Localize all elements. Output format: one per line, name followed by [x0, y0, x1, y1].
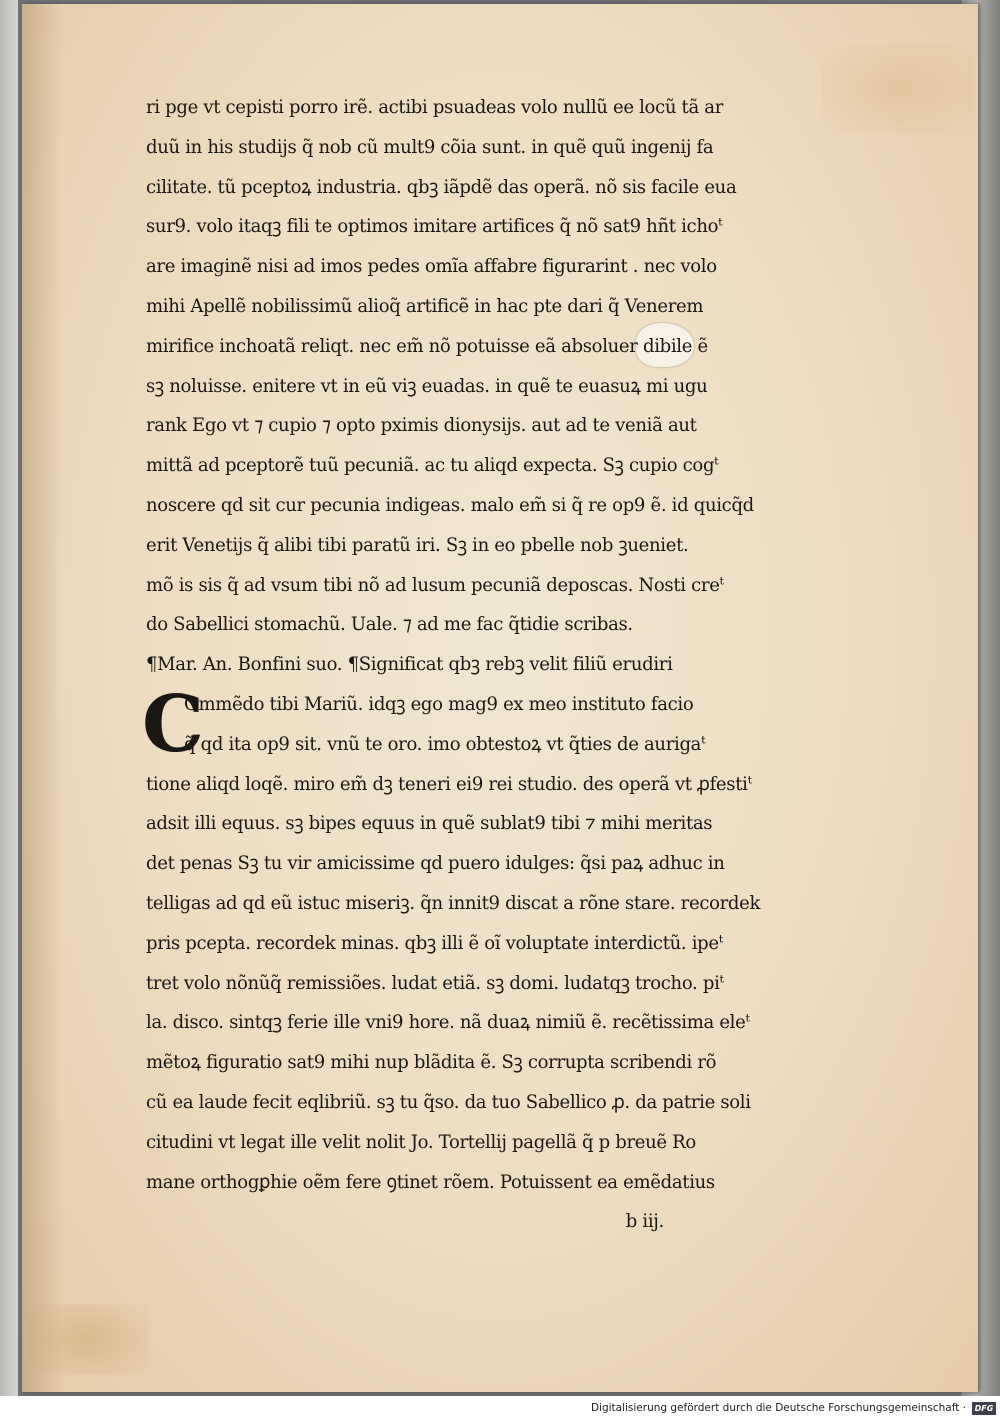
- text-line: mõ is sis q̃ ad vsum tibi nõ ad lusum pecuniã deposcas. Nosti creᵗ: [146, 573, 724, 596]
- page-text-block: [142, 88, 776, 1242]
- text-line: cũ ea laude fecit eqlibriũ. sꝫ tu q̃so. da tuo Sabellico ꝓ. da patrie soli: [146, 1090, 751, 1113]
- text-line: erit Venetijs q̃ alibi tibi paratũ iri. Sꝫ in eo pbelle nob ꝫueniet.: [146, 533, 689, 556]
- dfg-logo: DFG: [972, 1402, 996, 1415]
- letter-continuation: [146, 88, 776, 645]
- text-line: noscere qd sit cur pecunia indigeas. malo em̃ si q̃ re op9 ẽ. id quicq̃d: [146, 493, 754, 516]
- text-line: sur9. volo itaqꝫ fili te optimos imitare artifices q̃ nõ sat9 hñt ichoᵗ: [146, 215, 723, 238]
- text-line: do Sabellici stomachũ. Uale. ⁊ ad me fac q̃tidie scribas.: [146, 613, 633, 636]
- text-line: telligas ad qd eũ istuc miseriꝫ. q̃n innit9 discat a rõne stare. recordek: [146, 891, 761, 914]
- drop-capital: C: [142, 678, 205, 770]
- page-gutter-shadow: [22, 4, 62, 1392]
- text-line: adsit illi equus. sꝫ bipes equus in quẽ sublat9 tibi ⁊ mihi meritas: [146, 812, 713, 835]
- text-line: sꝫ noluisse. enitere vt in eũ viꝫ euadas. in quẽ te euasuꝝ mi ugu: [146, 374, 708, 397]
- text-line: det penas Sꝫ tu vir amicissime qd puero idulges: q̃si paꝝ adhuc in: [146, 852, 725, 875]
- text-line: mittã ad pceptorẽ tuũ pecuniã. ac tu aliqd expecta. Sꝫ cupio cogᵗ: [146, 454, 719, 477]
- text-line: rank Ego vt ⁊ cupio ⁊ opto pximis dionysijs. aut ad te veniã aut: [146, 414, 697, 437]
- text-line: tret volo nõnũq̃ remissiões. ludat etiã. sꝫ domi. ludatqꝫ trocho. piᵗ: [146, 971, 724, 994]
- text-line: Ommẽdo tibi Mariũ. idqꝫ ego mag9 ex meo instituto facio: [184, 692, 694, 715]
- text-line: tione aliqd loqẽ. miro em̃ dꝫ teneri ei9 rei studio. des operã vt ꝓfestiᵗ: [146, 772, 752, 795]
- letter-opening: [142, 678, 776, 770]
- letter-heading: ¶Mar. An. Bonfini suo. ¶Significat qbꝫ rebꝫ velit filiũ erudiri: [146, 653, 673, 676]
- text-line: are imaginẽ nisi ad imos pedes omĩa affabre figurarint . nec volo: [146, 255, 717, 278]
- digitization-footer: [0, 1396, 1000, 1421]
- text-line: pris pcepta. recordek minas. qbꝫ illi ẽ oĩ voluptate interdictũ. ipeᵗ: [146, 931, 723, 954]
- text-line: duũ in his studijs q̃ nob cũ mult9 cõia sunt. in quẽ quũ ingenij fa: [146, 135, 714, 158]
- text-line: mihi Apellẽ nobilissimũ alioq̃ artificẽ in hac pte dari q̃ Venerem: [146, 294, 704, 317]
- text-line: mẽtoꝝ figuratio sat9 mihi nup blãdita ẽ. Sꝫ corrupta scribendi rõ: [146, 1051, 717, 1074]
- text-line: q̃ qd ita op9 sit. vnũ te oro. imo obtestoꝝ vt q̃ties de aurigaᵗ: [184, 732, 706, 755]
- signature-mark: b iij.: [625, 1210, 664, 1233]
- letter-opening-lines: [146, 685, 776, 765]
- funding-notice: Digitalisierung gefördert durch die Deutsche Forschungsgemeinschaft ·: [590, 1402, 966, 1414]
- paper-stain: [822, 44, 972, 134]
- text-line: mane orthogꝑhie oẽm fere ꝯtinet rõem. Potuissent ea emẽdatius: [146, 1170, 715, 1193]
- paper-stain: [28, 1304, 148, 1374]
- text-line: citudini vt legat ille velit nolit Jo. Tortellij pagellã q̃ p breuẽ Ro: [146, 1130, 696, 1153]
- text-line: ri pge vt cepisti porro irẽ. actibi psuadeas volo nullũ ee locũ tã ar: [146, 96, 724, 118]
- text-line: cilitate. tũ pceptoꝝ industria. qbꝫ iãpdẽ das operã. nõ sis facile eua: [146, 175, 737, 198]
- letter-body: [146, 765, 776, 1203]
- text-line: la. disco. sintqꝫ ferie ille vni9 hore. nã duaꝝ nimiũ ẽ. recẽtissima eleᵗ: [146, 1011, 750, 1034]
- text-line: mirifice inchoatã reliqt. nec em̃ nõ potuisse eã absoluer dibile ẽ: [146, 334, 708, 357]
